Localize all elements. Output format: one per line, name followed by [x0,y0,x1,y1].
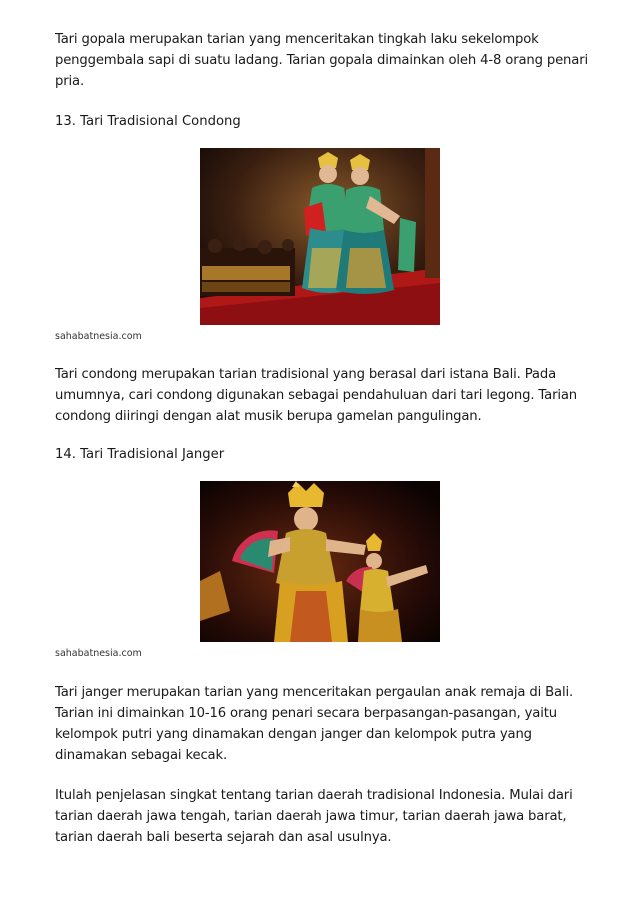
caption-condong: sahabatnesia.com [55,331,142,342]
paragraph-closing: Itulah penjelasan singkat tentang tarian daerah tradisional Indonesia. Mulai dari tarian daerah jawa tengah, tarian daerah jawa timur, tarian daerah jawa barat, tarian daerah bali beserta sejarah dan asal usulnya. [55,788,573,845]
heading-condong: 13. Tari Tradisional Condong [55,114,241,129]
caption-janger: sahabatnesia.com [55,648,142,659]
paragraph-condong: Tari condong merupakan tarian tradisional yang berasal dari istana Bali. Pada umumnya, cari condong digunakan sebagai pendahuluan dari tari legong. Tarian condong diiringi dengan alat musik berupa gamelan pangulingan. [55,367,577,424]
photo-condong-dancers [200,148,440,325]
photo-janger-dancers [200,481,440,642]
heading-janger: 14. Tari Tradisional Janger [55,447,225,462]
paragraph-janger: Tari janger merupakan tarian yang menceritakan pergaulan anak remaja di Bali. Tarian ini dimainkan 10-16 orang penari secara berpasangan-pasangan, yaitu kelompok putri yang dinamakan dengan janger dan kelompok putra yang dinamakan sebagai kecak. [55,685,574,763]
paragraph-gopala: Tari gopala merupakan tarian yang menceritakan tingkah laku sekelompok penggembala sapi di suatu ladang. Tarian gopala dimainkan oleh 4-8 orang penari pria. [55,32,588,89]
